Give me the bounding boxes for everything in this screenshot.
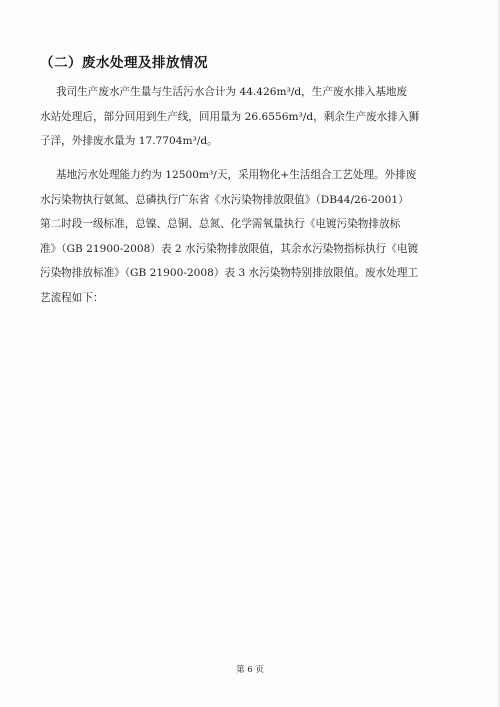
paragraph-line: 污染物排放标准》（GB 21900-2008）表 3 水污染物特别排放限值。废水处理工	[40, 267, 419, 279]
paragraph-wastewater-volume	[40, 80, 460, 154]
paragraph-line: 第二时段一级标准，总镍、总铜、总氮、化学需氧量执行《电镀污染物排放标	[40, 218, 401, 230]
paragraph-line: 基地污水处理能力约为 12500m³/天，采用物化+生活组合工艺处理。外排废	[56, 169, 417, 181]
paragraph-line: 子洋，外排废水量为 17.7704m³/d。	[40, 135, 218, 147]
paragraph-line: 艺流程如下：	[40, 291, 104, 304]
page-number: 第 6 页	[236, 665, 264, 675]
paragraph-line: 准》（GB 21900-2008）表 2 水污染物排放限值，其余水污染物指标执行《电镀	[40, 242, 419, 255]
paragraph-line: 水站处理后，部分回用到生产线，回用量为 26.6556m³/d，剩余生产废水排入狮	[40, 110, 420, 123]
paragraph-line: 我司生产废水产生量与生活污水合计为 44.426m³/d，生产废水排入基地废	[56, 86, 408, 98]
section-heading: （二）废水处理及排放情况	[40, 55, 208, 71]
paragraph-line: 水污染物执行氨氮、总磷执行广东省《水污染物排放限值》（DB44/26-2001）	[40, 193, 409, 206]
paragraph-treatment-standards	[40, 163, 460, 310]
